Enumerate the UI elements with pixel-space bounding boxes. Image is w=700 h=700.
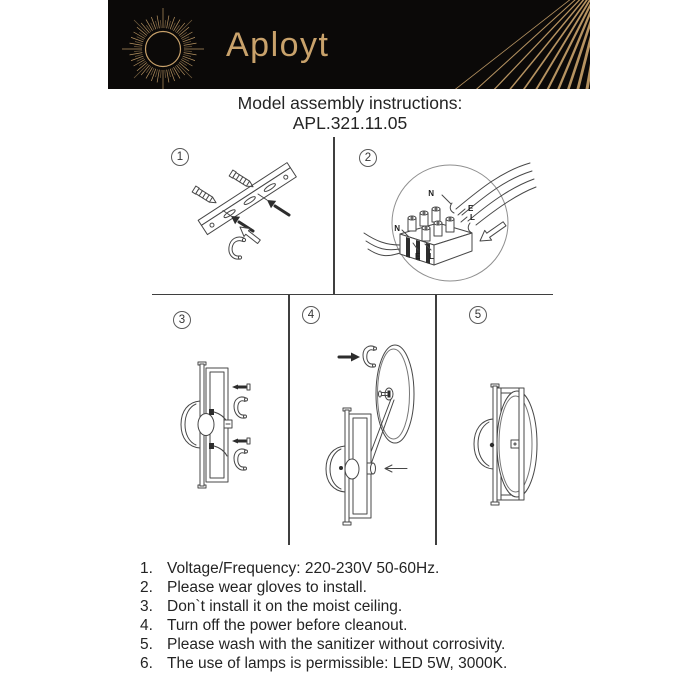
- step-2-drawing: [334, 137, 590, 294]
- banner-art: [108, 0, 590, 89]
- instruction-text: Voltage/Frequency: 220-230V 50-60Hz.: [167, 560, 440, 577]
- instructions-list: [140, 560, 640, 673]
- brand-name: Aployt: [226, 26, 330, 64]
- wire-label-n-out: N: [394, 224, 400, 233]
- outgoing-wires: [364, 233, 400, 256]
- step-4-drawing: [289, 294, 436, 545]
- step-5-drawing: [436, 294, 573, 545]
- connector-box: [224, 420, 232, 428]
- screw-icon: [232, 384, 250, 390]
- model-number: APL.321.11.05: [292, 113, 408, 133]
- wire-label-l-out: L: [429, 252, 434, 261]
- incoming-wires: [450, 163, 536, 233]
- hook-icon: [234, 449, 248, 470]
- step-4-badge: 4: [302, 306, 320, 324]
- step-3-badge: 3: [173, 311, 191, 329]
- wire-label-l-in: L: [470, 213, 475, 222]
- slide-on-arrow-icon: [385, 465, 407, 472]
- step-5-badge: 5: [469, 306, 487, 324]
- step-2-badge: 2: [359, 149, 377, 167]
- step-1-drawing: [134, 137, 334, 294]
- wire-label-n-in: N: [428, 189, 434, 198]
- instruction-item: [140, 636, 640, 655]
- push-direction-arrow-icon: [477, 219, 508, 246]
- screw-direction-arrow-icon: [339, 353, 360, 362]
- disc-shade: [376, 345, 414, 443]
- instruction-number: 5.: [140, 635, 153, 653]
- step-1-badge: 1: [171, 148, 189, 166]
- instruction-number: 2.: [140, 578, 153, 596]
- instruction-item: [140, 560, 640, 579]
- screw-icon: [232, 438, 250, 444]
- instruction-item: [140, 579, 640, 598]
- knob: [339, 466, 343, 470]
- mount-stud: [367, 463, 376, 474]
- wall-anchor-icon: [229, 170, 255, 190]
- instruction-text: Please wash with the sanitizer without corrosivity.: [167, 635, 506, 653]
- instruction-text: The use of lamps is permissible: LED 5W, 3000K.: [167, 654, 508, 672]
- wire-label-e-out: E: [415, 252, 421, 261]
- instruction-item: [140, 598, 640, 617]
- step-3-drawing: [152, 294, 289, 545]
- page-title: Model assembly instructions:: [237, 93, 463, 113]
- hook-icon: [229, 237, 246, 259]
- instruction-text: Please wear gloves to install.: [167, 578, 367, 596]
- wall-anchor-icon: [192, 186, 218, 206]
- wall-cup: [181, 401, 200, 448]
- instruction-number: 6.: [140, 654, 153, 672]
- mount-hub: [198, 414, 214, 436]
- instruction-text: Don`t install it on the moist ceiling.: [167, 597, 403, 615]
- instruction-number: 3.: [140, 597, 153, 615]
- instruction-item: [140, 617, 640, 636]
- frame-front-bar: [519, 388, 524, 500]
- instruction-number: 1.: [140, 560, 153, 577]
- insert-direction-arrow-icon: [237, 223, 262, 246]
- instruction-number: 4.: [140, 616, 153, 634]
- wire-label-e-in: E: [468, 204, 474, 213]
- title-block: [0, 93, 700, 133]
- knob: [490, 443, 494, 447]
- hook-icon: [234, 397, 248, 418]
- mount-hub: [345, 459, 359, 479]
- mounting-bracket: [198, 163, 296, 235]
- clip-box: [511, 440, 519, 448]
- instruction-text: Turn off the power before cleanout.: [167, 616, 408, 634]
- screw-direction-arrow-icon: [258, 194, 289, 215]
- hook-icon: [363, 346, 377, 367]
- brand-banner: [108, 0, 590, 89]
- instruction-item: [140, 655, 640, 674]
